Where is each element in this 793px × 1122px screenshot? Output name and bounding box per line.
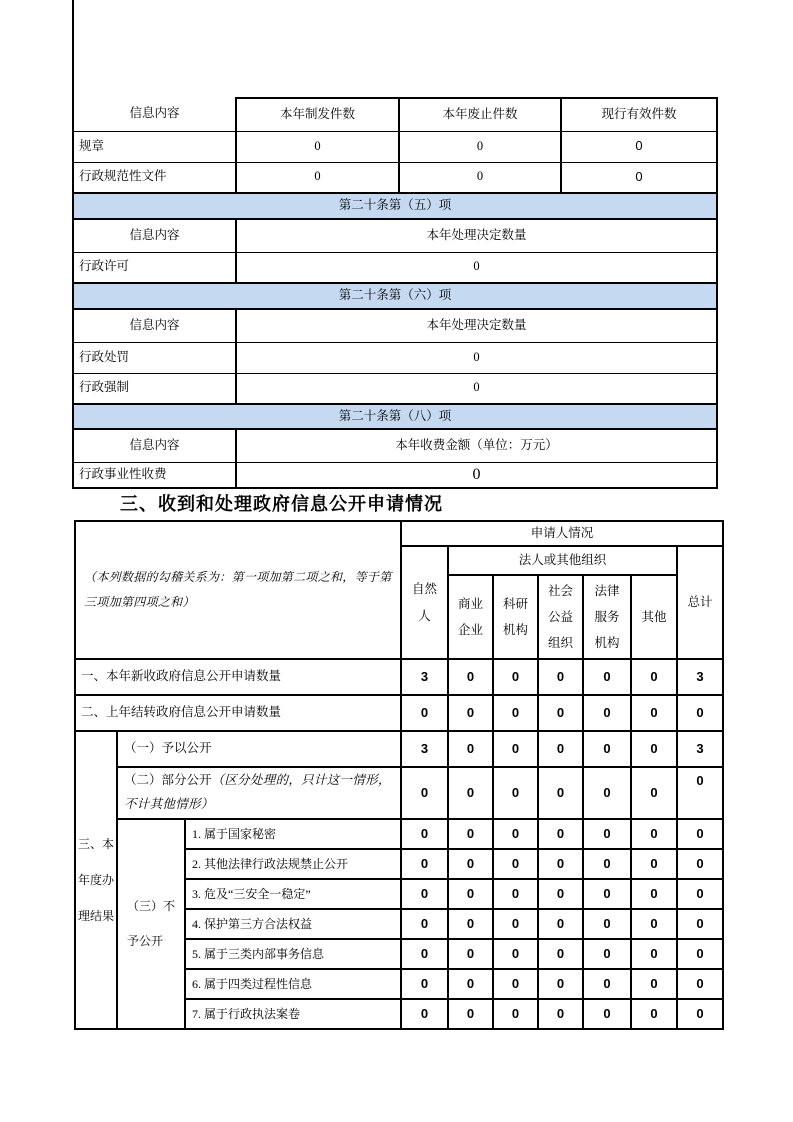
value-cell: 0 <box>631 731 677 767</box>
row-label <box>117 767 401 819</box>
value-cell: 0 <box>401 909 448 939</box>
value-cell: 0 <box>448 695 493 731</box>
section-band: 第二十条第（六）项 <box>73 283 717 309</box>
column-header-natural-person: 自然人 <box>401 546 448 659</box>
column-header: 本年处理决定数量 <box>236 219 717 252</box>
row-label: 行政强制 <box>73 373 236 404</box>
row-label: 4. 保护第三方合法权益 <box>185 909 401 939</box>
table-row <box>73 462 717 488</box>
value-cell: 0 <box>538 939 583 969</box>
value-cell: 0 <box>677 767 723 819</box>
value-cell: 0 <box>538 849 583 879</box>
column-header: 信息内容 <box>73 429 236 462</box>
value-cell: 0 <box>631 999 677 1029</box>
value-cell: 0 <box>493 659 538 695</box>
value-cell: 0 <box>538 879 583 909</box>
table-row <box>73 342 717 373</box>
value-cell: 0 <box>448 819 493 849</box>
value-cell: 0 <box>631 909 677 939</box>
value-cell: 0 <box>401 939 448 969</box>
value-cell: 0 <box>493 731 538 767</box>
value-cell: 0 <box>401 767 448 819</box>
row-label: 行政许可 <box>73 252 236 283</box>
value-cell: 0 <box>538 659 583 695</box>
value-cell: 0 <box>583 939 631 969</box>
value-cell: 0 <box>538 999 583 1029</box>
value-cell: 0 <box>401 695 448 731</box>
section-band: 第二十条第（五）项 <box>73 193 717 219</box>
value-cell: 0 <box>448 999 493 1029</box>
value-cell: 3 <box>401 731 448 767</box>
column-header-other: 其他 <box>631 575 677 659</box>
value-cell: 0 <box>583 969 631 999</box>
value-cell: 0 <box>561 131 717 162</box>
value-cell: 0 <box>448 909 493 939</box>
value-cell: 0 <box>448 731 493 767</box>
value-cell: 3 <box>401 659 448 695</box>
value-cell: 0 <box>493 695 538 731</box>
value-cell: 3 <box>677 659 723 695</box>
value-cell: 0 <box>493 819 538 849</box>
value-cell: 0 <box>583 767 631 819</box>
value-cell: 0 <box>401 849 448 879</box>
value-cell: 0 <box>493 999 538 1029</box>
table-row <box>73 373 717 404</box>
column-header: 本年制发件数 <box>236 98 399 131</box>
table-row <box>73 131 717 162</box>
value-cell: 0 <box>538 969 583 999</box>
row-label: 规章 <box>73 131 236 162</box>
table-row <box>73 162 717 193</box>
table-row <box>73 429 717 462</box>
value-cell: 0 <box>448 879 493 909</box>
row-label-text: （二）部分公开 <box>124 773 212 788</box>
value-cell: 0 <box>631 659 677 695</box>
row-label: 6. 属于四类过程性信息 <box>185 969 401 999</box>
column-header-research: 科研机构 <box>493 575 538 659</box>
value-cell: 0 <box>583 879 631 909</box>
table-row <box>75 521 723 546</box>
applicant-group-header: 申请人情况 <box>401 521 723 546</box>
value-cell: 0 <box>583 731 631 767</box>
value-cell: 0 <box>493 767 538 819</box>
value-cell: 0 <box>677 999 723 1029</box>
column-header-business: 商业企业 <box>448 575 493 659</box>
value-cell: 0 <box>493 879 538 909</box>
value-cell: 0 <box>401 999 448 1029</box>
table-row <box>73 404 717 429</box>
legal-entity-group-header: 法人或其他组织 <box>448 546 677 575</box>
table-row <box>73 283 717 309</box>
value-cell: 0 <box>583 695 631 731</box>
column-header: 本年收费金额（单位：万元） <box>236 429 717 462</box>
value-cell: 0 <box>631 767 677 819</box>
applications-table <box>74 520 724 1030</box>
page-break-border-artifact <box>72 0 74 98</box>
row-label: 5. 属于三类内部事务信息 <box>185 939 401 969</box>
result-group-label: 三、本年度办理结果 <box>75 731 117 1029</box>
table-row <box>75 695 723 731</box>
row-label: 7. 属于行政执法案卷 <box>185 999 401 1029</box>
value-cell: 0 <box>538 909 583 939</box>
row-label: 1. 属于国家秘密 <box>185 819 401 849</box>
table-row <box>73 219 717 252</box>
value-cell: 0 <box>448 659 493 695</box>
value-cell: 0 <box>236 373 717 404</box>
value-cell: 0 <box>236 162 399 193</box>
value-cell: 0 <box>401 969 448 999</box>
value-cell: 0 <box>677 879 723 909</box>
row-label-note: （区分处理的，只计这一情形，不计其他情形） <box>124 773 391 811</box>
note-cell: （本列数据的勾稽关系为：第一项加第二项之和，等于第三项加第四项之和） <box>75 521 401 659</box>
value-cell: 0 <box>538 819 583 849</box>
value-cell: 0 <box>677 849 723 879</box>
row-label: 2. 其他法律行政法规禁止公开 <box>185 849 401 879</box>
section-heading: 三、收到和处理政府信息公开申请情况 <box>120 494 443 514</box>
column-header-legal-service: 法律服务机构 <box>583 575 631 659</box>
column-header: 本年处理决定数量 <box>236 309 717 342</box>
value-cell: 0 <box>493 909 538 939</box>
row-label: 行政处罚 <box>73 342 236 373</box>
value-cell: 0 <box>677 819 723 849</box>
table-row <box>73 193 717 219</box>
row-label: 二、上年结转政府信息公开申请数量 <box>75 695 401 731</box>
value-cell: 0 <box>236 342 717 373</box>
value-cell: 0 <box>631 849 677 879</box>
section-band: 第二十条第（八）项 <box>73 404 717 429</box>
value-cell: 0 <box>583 909 631 939</box>
value-cell: 0 <box>401 819 448 849</box>
value-cell: 0 <box>448 969 493 999</box>
value-cell: 0 <box>236 131 399 162</box>
column-header: 信息内容 <box>73 219 236 252</box>
value-cell: 0 <box>493 849 538 879</box>
value-cell: 0 <box>583 999 631 1029</box>
value-cell: 0 <box>631 695 677 731</box>
row-label: （一）予以公开 <box>117 731 401 767</box>
column-header-total: 总计 <box>677 546 723 659</box>
regulations-table <box>72 97 718 489</box>
row-label: 行政规范性文件 <box>73 162 236 193</box>
value-cell: 0 <box>677 939 723 969</box>
value-cell: 0 <box>561 162 717 193</box>
table-row <box>75 731 723 767</box>
value-cell: 0 <box>448 767 493 819</box>
row-label: 一、本年新收政府信息公开申请数量 <box>75 659 401 695</box>
value-cell: 3 <box>677 731 723 767</box>
value-cell: 0 <box>538 767 583 819</box>
row-label: 行政事业性收费 <box>73 462 236 488</box>
value-cell: 0 <box>631 879 677 909</box>
column-header: 本年废止件数 <box>399 98 561 131</box>
value-cell: 0 <box>401 879 448 909</box>
denied-group-label: （三）不予公开 <box>117 819 185 1029</box>
value-cell: 0 <box>583 819 631 849</box>
value-cell: 0 <box>236 252 717 283</box>
value-cell: 0 <box>583 659 631 695</box>
column-header: 信息内容 <box>73 309 236 342</box>
value-cell: 0 <box>493 939 538 969</box>
value-cell: 0 <box>677 695 723 731</box>
table-row <box>75 819 723 849</box>
table-row <box>75 767 723 819</box>
value-cell: 0 <box>677 909 723 939</box>
value-cell: 0 <box>631 939 677 969</box>
value-cell: 0 <box>493 969 538 999</box>
value-cell: 0 <box>631 819 677 849</box>
value-cell: 0 <box>448 849 493 879</box>
value-cell: 0 <box>538 695 583 731</box>
column-header: 信息内容 <box>73 98 236 131</box>
value-cell: 0 <box>236 462 717 488</box>
value-cell: 0 <box>631 969 677 999</box>
value-cell: 0 <box>399 131 561 162</box>
value-cell: 0 <box>448 939 493 969</box>
column-header: 现行有效件数 <box>561 98 717 131</box>
row-label: 3. 危及“三安全一稳定” <box>185 879 401 909</box>
column-header-public-welfare: 社会公益组织 <box>538 575 583 659</box>
value-cell: 0 <box>399 162 561 193</box>
value-cell: 0 <box>583 849 631 879</box>
value-cell: 0 <box>677 969 723 999</box>
table-row <box>75 659 723 695</box>
value-cell: 0 <box>538 731 583 767</box>
table-row <box>73 252 717 283</box>
table-row <box>73 98 717 131</box>
table-row <box>73 309 717 342</box>
